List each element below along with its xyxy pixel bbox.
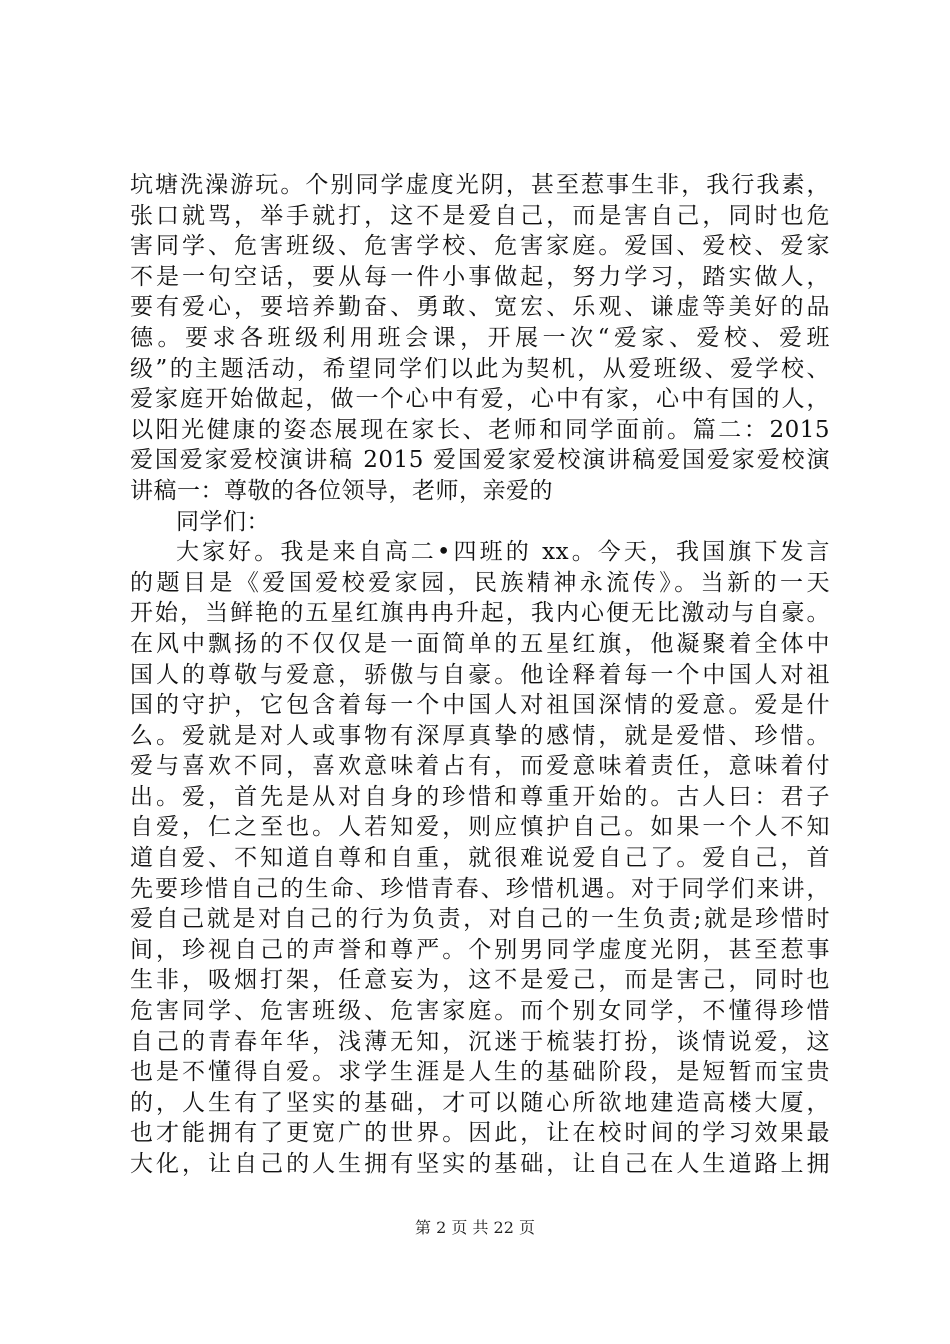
text-line: 自己的青春年华，浅薄无知，沉迷于梳装打扮，谈情说爱，这 — [130, 1028, 830, 1055]
text-line: 出。爱，首先是从对自身的珍惜和尊重开始的。古人曰：君子 — [130, 783, 830, 810]
text-line: 德。要求各班级利用班会课，开展一次“爱家、爱校、爱班 — [130, 324, 830, 351]
text-line: 级”的主题活动，希望同学们以此为契机，从爱班级、爱学校、 — [130, 355, 830, 382]
text-line: 国的守护，它包含着每一个中国人对祖国深情的爱意。爱是什 — [130, 692, 830, 719]
text-line: 先要珍惜自己的生命、珍惜青春、珍惜机遇。对于同学们来讲， — [130, 875, 830, 902]
text-line: 害同学、危害班级、危害学校、危害家庭。爱国、爱校、爱家 — [130, 233, 830, 260]
text-line: 同学们： — [176, 508, 270, 535]
text-line: 要有爱心，要培养勤奋、勇敢、宽宏、乐观、谦虚等美好的品 — [130, 294, 830, 321]
text-line: 在风中飘扬的不仅仅是一面简单的五星红旗，他凝聚着全体中 — [130, 630, 830, 657]
text-line: 爱自己就是对自己的行为负责，对自己的一生负责;就是珍惜时 — [130, 906, 830, 933]
text-line: 间，珍视自己的声誉和尊严。个别男同学虚度光阴，甚至惹事 — [130, 936, 830, 963]
text-line: 坑塘洗澡游玩。个别同学虚度光阴，甚至惹事生非，我行我素， — [130, 172, 830, 198]
body-text — [130, 170, 830, 1180]
text-line: 危害同学、危害班级、危害家庭。而个别女同学，不懂得珍惜 — [130, 998, 830, 1025]
text-line: 国人的尊敬与爱意，骄傲与自豪。他诠释着每一个中国人对祖 — [130, 661, 830, 688]
text-line: 生非，吸烟打架，任意妄为，这不是爱己，而是害己，同时也 — [130, 967, 830, 994]
paragraph-3 — [130, 537, 830, 1179]
text-line: 爱与喜欢不同，喜欢意味着占有，而爱意味着责任，意味着付 — [130, 753, 830, 780]
text-line: 也才能拥有了更宽广的世界。因此，让在校时间的学习效果最 — [130, 1120, 830, 1147]
text-line: 大化，让自己的人生拥有坚实的基础，让自己在人生道路上拥 — [130, 1151, 830, 1177]
text-line: 的题目是《爱国爱校爱家园，民族精神永流传》。当新的一天 — [130, 569, 830, 596]
text-line: 不是一句空话，要从每一件小事做起，努力学习，踏实做人， — [130, 263, 830, 290]
text-line: 讲稿一：尊敬的各位领导，老师，亲爱的 — [130, 477, 553, 504]
paragraph-2 — [130, 507, 830, 538]
text-line: 自爱，仁之至也。人若知爱，则应慎护自己。如果一个人不知 — [130, 814, 830, 841]
text-line: 的，人生有了坚实的基础，才可以随心所欲地建造高楼大厦， — [130, 1089, 830, 1116]
paragraph-1 — [130, 170, 830, 507]
text-line: 么。爱就是对人或事物有深厚真挚的感情，就是爱惜、珍惜。 — [130, 722, 830, 749]
text-line: 爱国爱家爱校演讲稿 2015 爱国爱家爱校演讲稿爱国爱家爱校演 — [130, 447, 830, 474]
page-footer: 第 2 页 共 22 页 — [415, 1218, 535, 1237]
text-line: 以阳光健康的姿态展现在家长、老师和同学面前。篇二：2015 — [130, 416, 830, 443]
text-line: 爱家庭开始做起，做一个心中有爱，心中有家，心中有国的人， — [130, 386, 830, 413]
text-line: 张口就骂，举手就打，这不是爱自己，而是害自己，同时也危 — [130, 202, 830, 229]
text-line: 大家好。我是来自高二•四班的 xx。今天，我国旗下发言 — [176, 539, 830, 566]
text-line: 开始，当鲜艳的五星红旗冉冉升起，我内心便无比激动与自豪。 — [130, 600, 830, 627]
text-line: 道自爱、不知道自尊和自重，就很难说爱自己了。爱自己，首 — [130, 845, 830, 872]
text-line: 也是不懂得自爱。求学生涯是人生的基础阶段，是短暂而宝贵 — [130, 1059, 830, 1086]
